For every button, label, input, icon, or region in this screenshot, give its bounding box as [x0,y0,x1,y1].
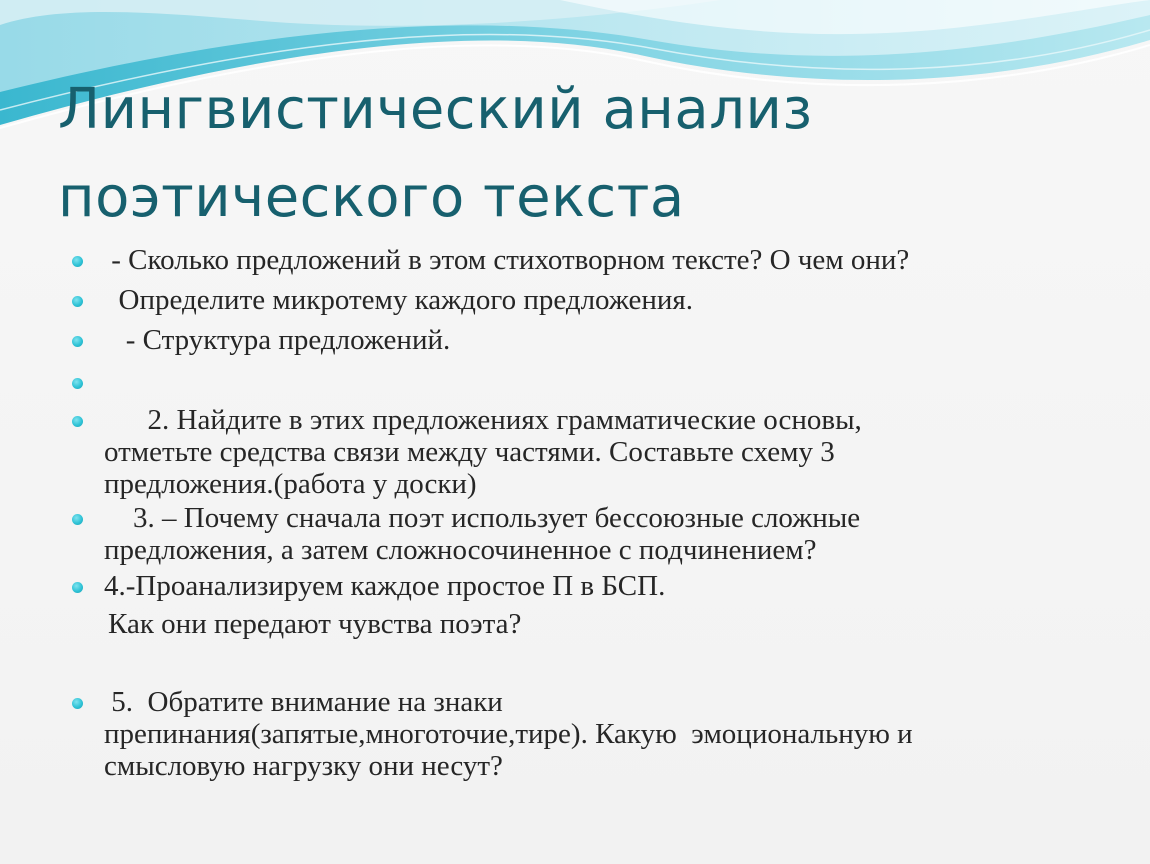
title-line-1: Лингвистический анализ [58,77,813,142]
bullet-icon [72,416,83,427]
bullet-icon [72,582,83,593]
bullet-icon [72,378,83,389]
bullet-icon [72,296,83,307]
title-line-2: поэтического текста [58,165,685,230]
list-item-subtext: Как они передают чувства поэта? [108,608,522,640]
list-item-text: - Сколько предложений в этом стихотворном тексте? О чем они? [104,244,910,276]
bullet-icon [72,256,83,267]
list-item-text: 4.-Проанализируем каждое простое П в БСП. [104,570,666,602]
list-item-text: - Структура предложений. [104,324,451,356]
bullet-icon [72,514,83,525]
bullet-icon [72,336,83,347]
list-item-text: 3. – Почему сначала поэт использует бессоюзные сложные предложения, а затем сложносочиненное с подчинением? [104,502,861,566]
slide-title [58,66,1118,242]
list-item-text: Определите микротему каждого предложения. [104,284,693,316]
list-item-text: 2. Найдите в этих предложениях грамматические основы, отметьте средства связи между частями. Составьте схему 3 предложения.(работа у доски) [104,404,862,500]
list-item-text: 5. Обратите внимание на знаки препинания(запятые,многоточие,тире). Какую эмоциональную и смысловую нагрузку они несут? [104,686,913,782]
bullet-icon [72,698,83,709]
